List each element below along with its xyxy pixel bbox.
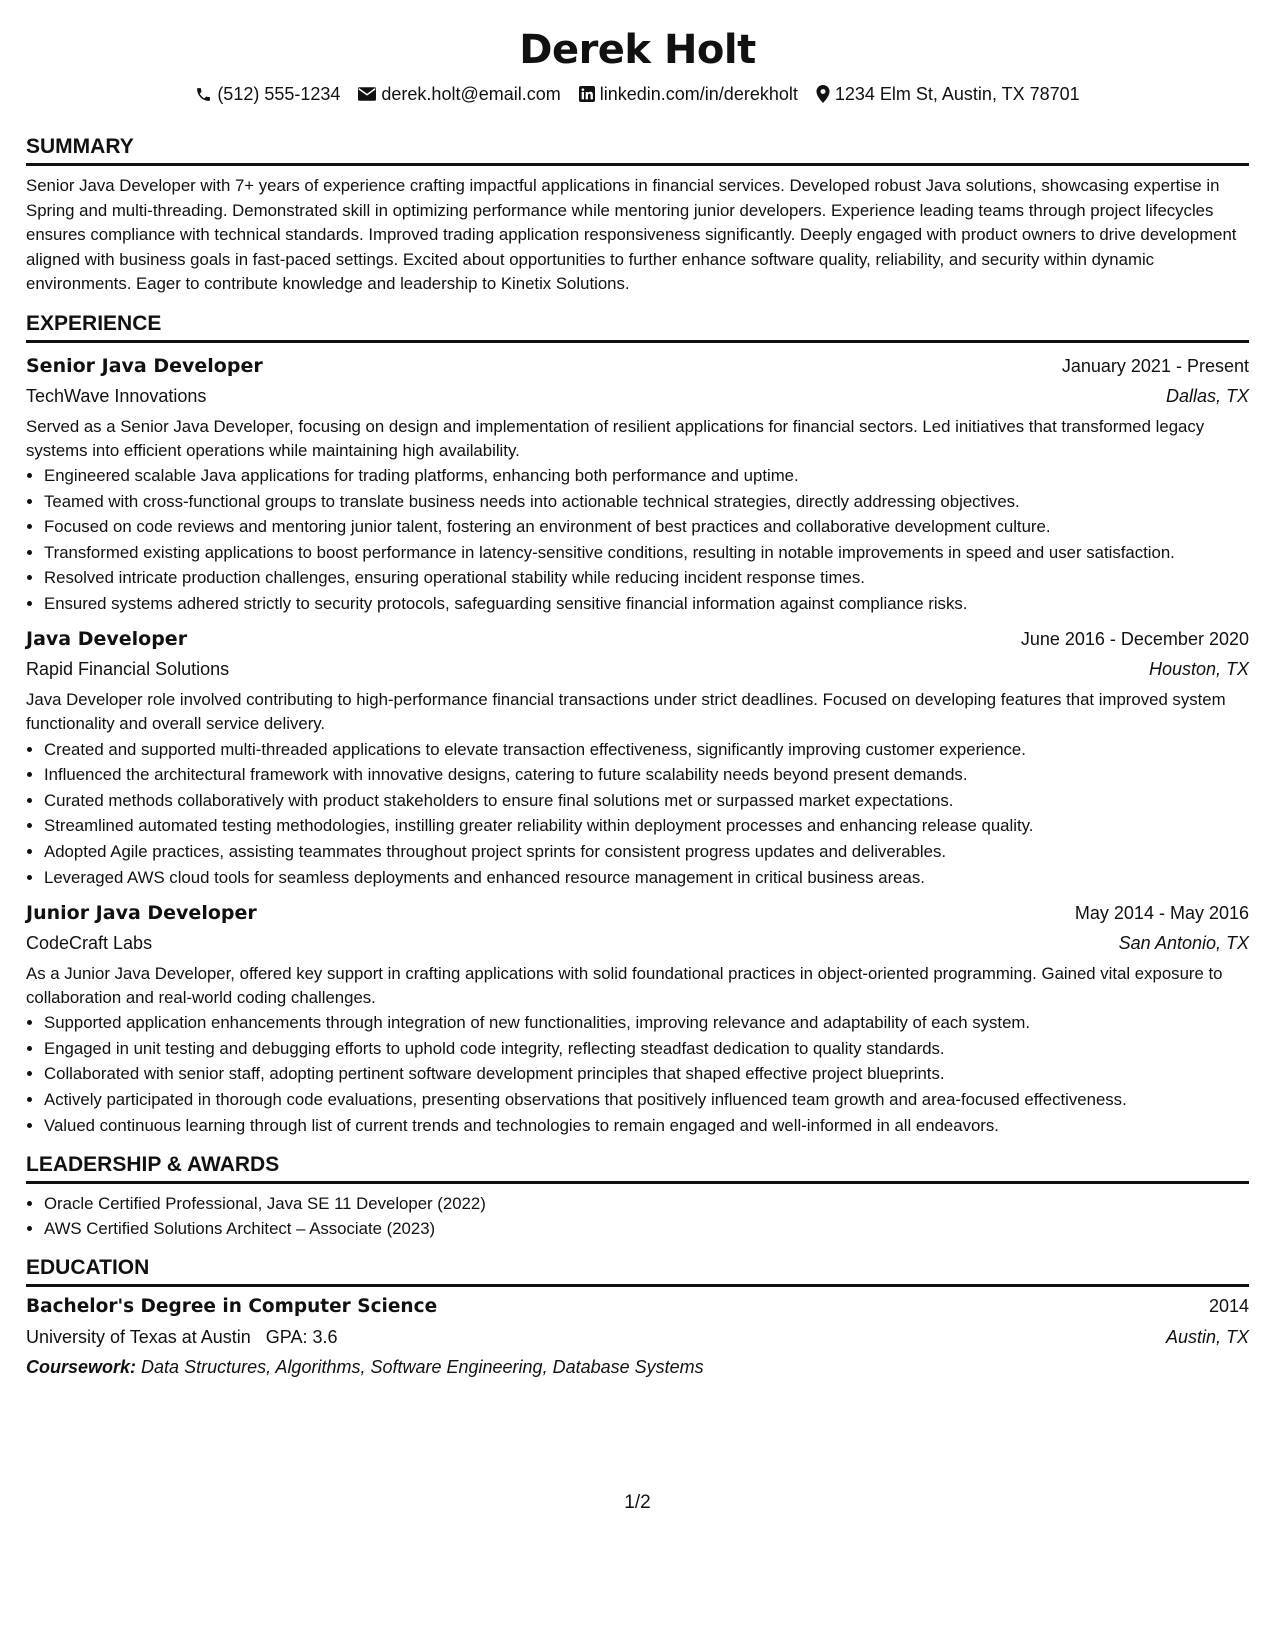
resume-page bbox=[26, 0, 1249, 1382]
job-bullet: • Resolved intricate production challenges, ensuring operational stability while reducing incident response times. bbox=[44, 566, 1249, 590]
experience-heading: EXPERIENCE bbox=[26, 311, 1249, 343]
job-description: Served as a Senior Java Developer, focusing on design and implementation of resilient applications for financial sectors. Led initiatives that transformed legacy systems into efficient operations while maintaining high availability. bbox=[26, 416, 1205, 460]
contact-address bbox=[816, 82, 1080, 106]
job-bullet: • Valued continuous learning through list of current trends and technologies to remain engaged and well-informed in all endeavors. bbox=[44, 1114, 1249, 1138]
job-bullet: • Influenced the architectural framework with innovative designs, catering to future scalability needs beyond present demands. bbox=[44, 763, 1249, 787]
degree-title: Bachelor's Degree in Computer Science bbox=[26, 1296, 438, 1318]
job-bullet: • Engaged in unit testing and debugging efforts to uphold code integrity, reflecting steadfast dedication to quality standards. bbox=[44, 1037, 1249, 1061]
job-bullet: • Created and supported multi-threaded applications to elevate transaction effectiveness, significantly improving customer experience. bbox=[44, 738, 1249, 762]
job-bullet-list bbox=[26, 1011, 1249, 1137]
page-number: 1/2 bbox=[624, 1492, 651, 1513]
gpa: GPA: 3.6 bbox=[265, 1327, 338, 1348]
job-title: Junior Java Developer bbox=[26, 901, 257, 924]
graduation-year: 2014 bbox=[1208, 1296, 1249, 1317]
coursework-label: Coursework: bbox=[26, 1357, 137, 1378]
school-location: Austin, TX bbox=[1165, 1327, 1249, 1348]
leadership-section bbox=[26, 1152, 1249, 1242]
job-location: San Antonio, TX bbox=[1118, 932, 1249, 953]
education-section bbox=[26, 1255, 1249, 1382]
job-bullet: • Adopted Agile practices, assisting teammates throughout project sprints for consistent progress updates and deliverables. bbox=[44, 840, 1249, 864]
email-text[interactable]: derek.holt@email.com bbox=[381, 84, 561, 104]
candidate-name: Derek Holt bbox=[519, 27, 756, 73]
job-location: Dallas, TX bbox=[1165, 385, 1249, 406]
phone-text: (512) 555-1234 bbox=[217, 84, 341, 104]
job-dates: June 2016 - December 2020 bbox=[1020, 629, 1249, 650]
education-heading: EDUCATION bbox=[26, 1255, 1249, 1287]
job-bullet: • Supported application enhancements through integration of new functionalities, improving relevance and adaptability of each system. bbox=[44, 1011, 1249, 1035]
job-dates: January 2021 - Present bbox=[1061, 355, 1249, 376]
job-bullet: • Transformed existing applications to boost performance in latency-sensitive conditions, resulting in notable improvements in speed and user satisfaction. bbox=[44, 541, 1249, 565]
location-pin-icon bbox=[816, 85, 830, 103]
contact-linkedin[interactable] bbox=[579, 82, 798, 106]
job-bullet: • Ensured systems adhered strictly to security protocols, safeguarding sensitive financial information against compliance risks. bbox=[44, 592, 1249, 616]
leadership-heading: LEADERSHIP & AWARDS bbox=[26, 1152, 1249, 1184]
job-company: CodeCraft Labs bbox=[26, 932, 153, 953]
award-item: • Oracle Certified Professional, Java SE 11 Developer (2022) bbox=[44, 1192, 1249, 1216]
job-location: Houston, TX bbox=[1148, 659, 1249, 680]
email-icon bbox=[358, 87, 376, 101]
contact-phone bbox=[195, 82, 340, 106]
summary-text: Senior Java Developer with 7+ years of experience crafting impactful applications in financial services. Developed robust Java solutions, showcasing expertise in Spring and multi-threading. Demonstrated skill in optimizing performance while mentoring junior developers. Experience leading teams through project lifecycles ensures compliance with technical standards. Improved trading application responsiveness significantly. Deeply engaged with product owners to drive development aligned with business goals in fast-paced settings. Excited about opportunities to further enhance software quality, reliability, and security within dynamic environments. Eager to contribute knowledge and leadership to Kinetix Solutions. bbox=[26, 176, 1237, 293]
award-item: • AWS Certified Solutions Architect – Associate (2023) bbox=[44, 1217, 1249, 1241]
job-bullet-list bbox=[26, 738, 1249, 890]
job-company: Rapid Financial Solutions bbox=[26, 659, 230, 680]
contact-bar bbox=[26, 82, 1249, 106]
summary-section bbox=[26, 134, 1249, 297]
address-text: 1234 Elm St, Austin, TX 78701 bbox=[834, 84, 1080, 104]
linkedin-text[interactable]: linkedin.com/in/derekholt bbox=[599, 84, 798, 104]
job-bullet: • Teamed with cross-functional groups to translate business needs into actionable technical strategies, directly addressing objectives. bbox=[44, 490, 1249, 514]
job-bullet: • Curated methods collaboratively with product stakeholders to ensure final solutions met or surpassed market expectations. bbox=[44, 789, 1249, 813]
job-title: Senior Java Developer bbox=[26, 354, 263, 377]
linkedin-icon bbox=[579, 86, 595, 102]
job-bullet: • Collaborated with senior staff, adopting pertinent software development principles that shaped effective project blueprints. bbox=[44, 1062, 1249, 1086]
job-entry bbox=[26, 898, 1249, 1138]
job-description: As a Junior Java Developer, offered key support in crafting applications with solid foundational practices in object-oriented programming. Gained vital exposure to collaboration and real-world coding challenges. bbox=[26, 963, 1223, 1007]
job-bullet: • Focused on code reviews and mentoring junior talent, fostering an environment of best practices and collaborative development culture. bbox=[44, 515, 1249, 539]
phone-icon bbox=[195, 86, 212, 103]
job-title: Java Developer bbox=[26, 628, 188, 651]
job-dates: May 2014 - May 2016 bbox=[1074, 902, 1249, 923]
job-bullet: • Leveraged AWS cloud tools for seamless deployments and enhanced resource management in critical business areas. bbox=[44, 866, 1249, 890]
job-bullet: • Engineered scalable Java applications for trading platforms, enhancing both performance and uptime. bbox=[44, 464, 1249, 488]
job-entry bbox=[26, 624, 1249, 890]
experience-section bbox=[26, 311, 1249, 1138]
coursework-list: Data Structures, Algorithms, Software Engineering, Database Systems bbox=[141, 1357, 704, 1378]
job-entry bbox=[26, 351, 1249, 617]
contact-email[interactable] bbox=[358, 82, 560, 106]
coursework-line bbox=[26, 1352, 1249, 1382]
school-name: University of Texas at Austin bbox=[26, 1327, 251, 1348]
job-bullet: • Streamlined automated testing methodologies, instilling greater reliability within deployment processes and enhancing release quality. bbox=[44, 814, 1249, 838]
awards-list bbox=[26, 1192, 1249, 1242]
job-bullet: • Actively participated in thorough code evaluations, presenting observations that positively influenced team growth and area-focused effectiveness. bbox=[44, 1088, 1249, 1112]
summary-heading: SUMMARY bbox=[26, 134, 1249, 166]
job-description: Java Developer role involved contributing to high-performance financial transactions under strict deadlines. Focused on developing features that improved system functionality and overall service delivery. bbox=[26, 690, 1226, 734]
job-company: TechWave Innovations bbox=[26, 385, 207, 406]
job-bullet-list bbox=[26, 464, 1249, 616]
school-line bbox=[26, 1322, 338, 1352]
